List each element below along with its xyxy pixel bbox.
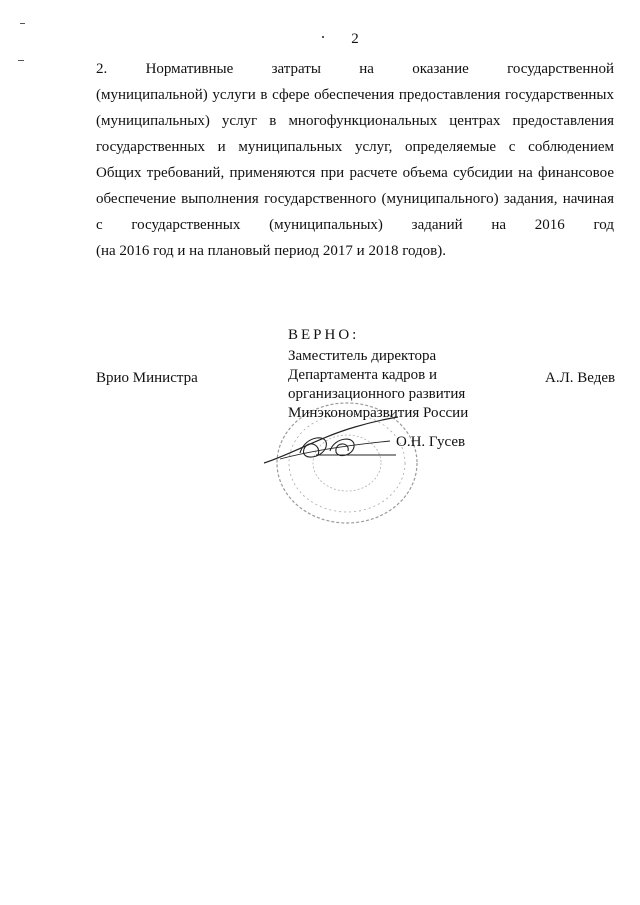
- paragraph-line: Общих требований, применяются при расчете объема субсидии на финансовое: [96, 165, 614, 181]
- certifier-line: организационного развития: [288, 386, 466, 402]
- paragraph-line: государственных и муниципальных услуг, определяемые с соблюдением: [96, 139, 614, 155]
- certifier-line: Минэкономразвития России: [288, 405, 469, 421]
- scan-speck: [20, 23, 25, 24]
- paragraph-line: (муниципальных) услуг в многофункциональных центрах предоставления: [96, 113, 614, 129]
- minister-title: Врио Министра: [96, 370, 198, 386]
- minister-name: А.Л. Ведев: [545, 370, 616, 386]
- paragraph-line: обеспечение выполнения государственного (муниципального) задания, начиная: [96, 191, 614, 207]
- signer-name: О.Н. Гусев: [396, 434, 466, 450]
- certifier-position: [288, 347, 468, 423]
- paragraph-line: (муниципальной) услуги в сфере обеспечения предоставления государственных: [96, 87, 614, 103]
- paragraph-line: 2. Нормативные затраты на оказание государственной: [96, 61, 614, 77]
- page-number: 2: [351, 31, 359, 47]
- verification-heading: ВЕРНО:: [288, 327, 360, 343]
- certifier-line: Заместитель директора: [288, 348, 437, 364]
- certifier-line: Департамента кадров и: [288, 367, 437, 383]
- paragraph-line: (на 2016 год и на плановый период 2017 и 2018 годов).: [96, 243, 447, 259]
- scan-speck: [18, 60, 24, 61]
- paragraph-line: с государственных (муниципальных) заданий на 2016 год: [96, 217, 614, 233]
- handwritten-signature: [260, 415, 400, 470]
- scan-speck: [322, 36, 324, 38]
